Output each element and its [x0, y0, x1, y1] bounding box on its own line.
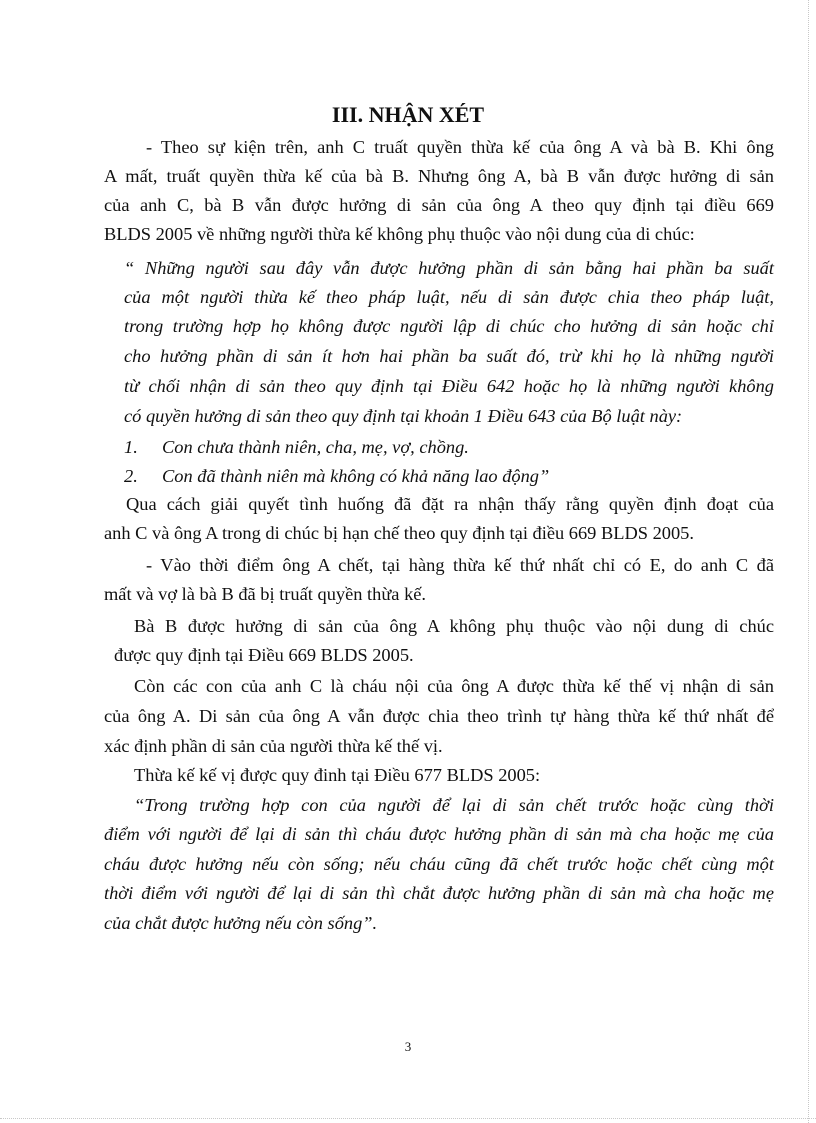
quote-line: cho hưởng phần di sản ít hơn hai phần ba suất đó, trừ khi họ là những người [124, 346, 774, 366]
quote-line: của chắt được hưởng nếu còn sống”. [104, 913, 378, 933]
text-line: BLDS 2005 về những người thừa kế không phụ thuộc vào nội dung của di chúc: [104, 224, 695, 244]
text-line: được quy định tại Điều 669 BLDS 2005. [114, 645, 414, 665]
quote-line: trong trường hợp họ không được người lập di chúc cho hưởng di sản hoặc chỉ [124, 316, 774, 336]
text-line: - Vào thời điểm ông A chết, tại hàng thừa kế thứ nhất chỉ có E, do anh C đã [146, 555, 774, 575]
text-line: của anh C, bà B vẫn được hưởng di sản của ông A theo quy định tại điều 669 [104, 195, 774, 215]
quote-line: “ Những người sau đây vẫn được hưởng phần di sản bằng hai phần ba suất [124, 258, 774, 278]
quote-line: của một người thừa kế theo pháp luật, nếu di sản được chia theo pháp luật, [124, 287, 774, 307]
quote-line: từ chối nhận di sản theo quy định tại Điều 642 hoặc họ là những người không [124, 376, 774, 396]
section-title: III. NHẬN XÉT [331, 102, 485, 127]
text-line: Còn các con của anh C là cháu nội của ông A được thừa kế thế vị nhận di sản [134, 676, 774, 696]
quote-line: cháu được hưởng nếu còn sống; nếu cháu cũng đã chết trước hoặc chết cùng một [104, 854, 774, 874]
page-border-right [808, 0, 809, 1123]
text-line: anh C và ông A trong di chúc bị hạn chế theo quy định tại điều 669 BLDS 2005. [104, 523, 694, 543]
text-line: xác định phần di sản của người thừa kế thế vị. [104, 736, 443, 756]
text-line: Thừa kế kế vị được quy đinh tại Điều 677 BLDS 2005: [134, 765, 541, 785]
list-number: 2. [124, 466, 138, 486]
quote-line: “Trong trường hợp con của người để lại di sản chết trước hoặc cùng thời [134, 795, 774, 815]
text-line: Bà B được hưởng di sản của ông A không phụ thuộc vào nội dung di chúc [134, 616, 774, 636]
page-number: 3 [404, 1039, 412, 1054]
page-border-bottom [0, 1118, 816, 1119]
quote-line: điểm với người để lại di sản thì cháu được hưởng phần di sản mà cha hoặc mẹ của [104, 824, 774, 844]
text-line: Qua cách giải quyết tình huống đã đặt ra nhận thấy rằng quyền định đoạt của [126, 494, 774, 514]
text-line: mất và vợ là bà B đã bị truất quyền thừa kế. [104, 584, 427, 604]
list-item: Con đã thành niên mà không có khả năng lao động” [162, 466, 550, 486]
quote-line: có quyền hưởng di sản theo quy định tại khoản 1 Điều 643 của Bộ luật này: [124, 406, 683, 426]
list-item: Con chưa thành niên, cha, mẹ, vợ, chồng. [162, 437, 469, 457]
text-line: của ông A. Di sản của ông A vẫn được chia theo trình tự hàng thừa kế thứ nhất để [104, 706, 774, 726]
text-line: A mất, truất quyền thừa kế của bà B. Nhưng ông A, bà B vẫn được hưởng di sản [104, 166, 774, 186]
list-number: 1. [124, 437, 138, 457]
quote-line: thời điểm với người để lại di sản thì chắt được hưởng phần di sản mà cha hoặc mẹ [104, 883, 774, 903]
text-line: - Theo sự kiện trên, anh C truất quyền thừa kế của ông A và bà B. Khi ông [146, 137, 774, 157]
